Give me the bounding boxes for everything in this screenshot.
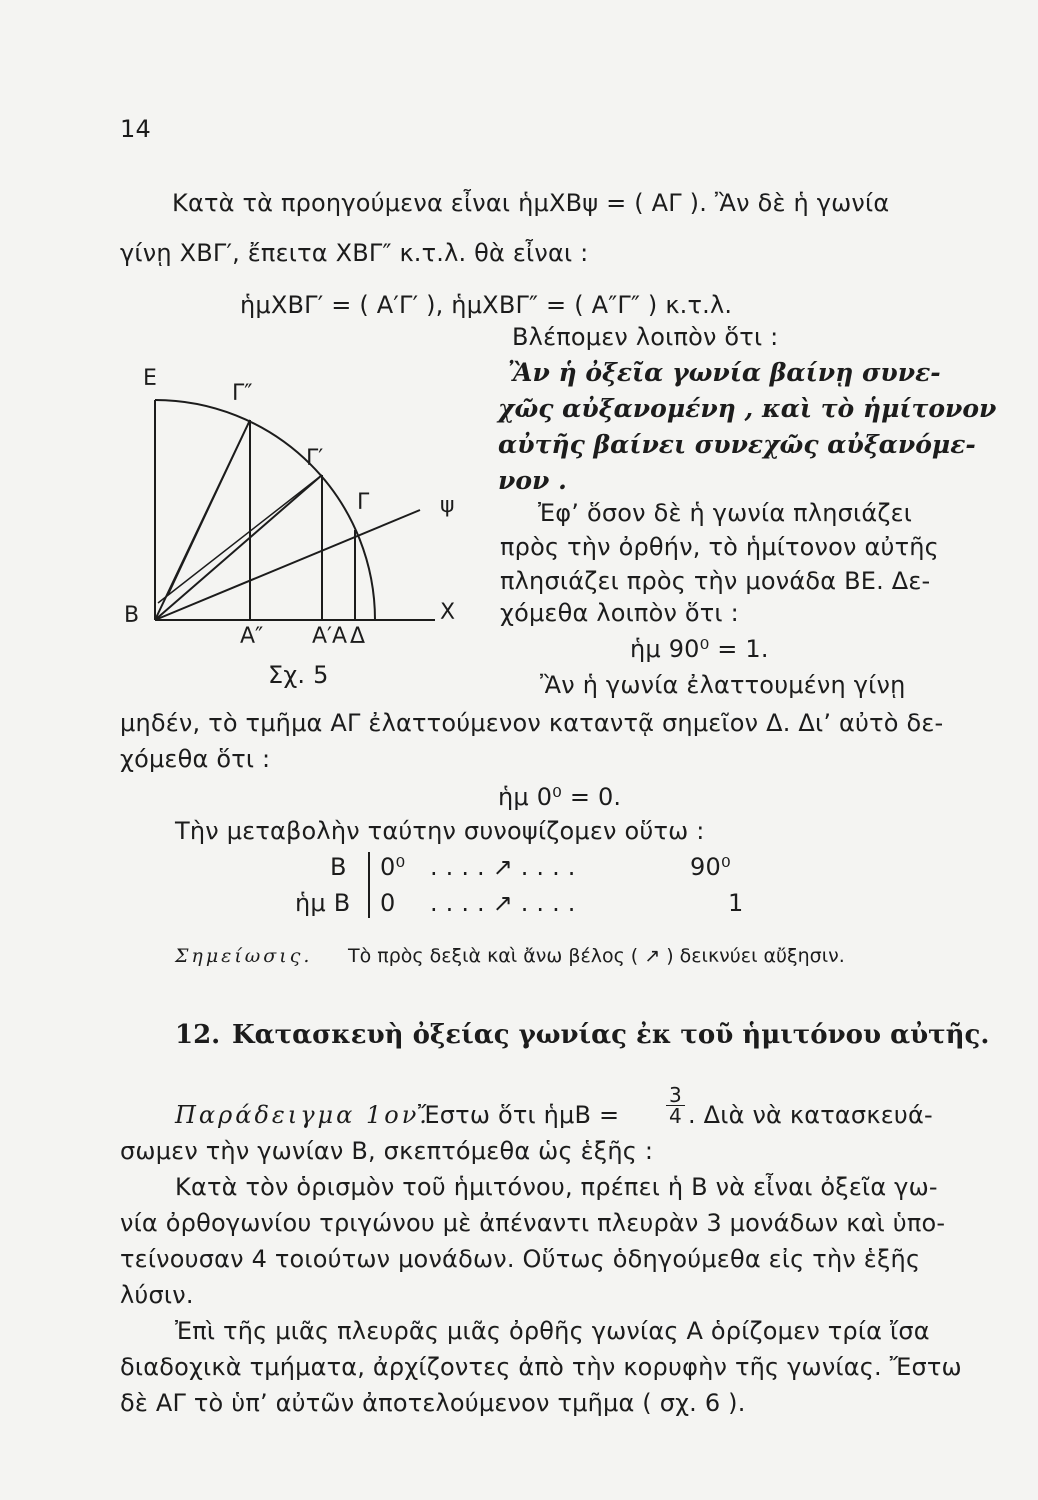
right-col-line3: πρὸς τὴν ὀρθήν, τὸ ἡμίτονον αὐτῆς [500, 533, 939, 561]
table-row2-start: 0 [380, 889, 396, 917]
theorem-line4: νον . [498, 466, 567, 495]
right-col-line6: Ἂν ἡ γωνία ἐλαττουμένη γίνῃ [540, 671, 906, 699]
theorem-line3: αὐτῆς βαίνει συνεχῶς αὐξανόμε- [498, 430, 976, 459]
label-D: Δ [350, 624, 366, 649]
right-col-line4: πλησιάζει πρὸς τὴν μονάδα ΒΕ. Δε- [500, 567, 931, 595]
fraction-denominator: 4 [669, 1104, 682, 1128]
fraction-3-4 [666, 1085, 685, 1126]
para1-line2: γίνῃ ΧΒΓ′, ἔπειτα ΧΒΓ″ κ.τ.λ. θὰ εἶναι : [120, 239, 589, 267]
page-number: 14 [120, 115, 151, 143]
para4-line3: δὲ ΑΓ τὸ ὑπ’ αὐτῶν ἀποτελούμενον τμῆμα ( σχ. 6 ). [120, 1389, 746, 1417]
para3-line3: τείνουσαν 4 τοιούτων μονάδων. Οὕτως ὁδηγούμεθα εἰς τὴν ἑξῆς [120, 1245, 921, 1273]
right-col-line5: χόμεθα λοιπὸν ὅτι : [500, 599, 739, 627]
para1-line1: Κατὰ τὰ προηγούμενα εἶναι ἡμΧΒψ = ( ΑΓ ). Ἂν δὲ ἡ γωνία [172, 189, 890, 217]
equation-2: ἡμ 90⁰ = 1. [630, 635, 769, 663]
section-title: Κατασκευὴ ὀξείας γωνίας ἐκ τοῦ ἡμιτόνου αὐτῆς. [232, 1020, 990, 1050]
equation-1: ἡμΧΒΓ′ = ( Α′Γ′ ), ἡμΧΒΓ″ = ( Α″Γ″ ) κ.τ.λ. [240, 291, 733, 319]
radius-g1 [155, 475, 322, 620]
example-text-a: Ἔστω ὅτι ἡμΒ = [418, 1101, 620, 1129]
note-title: Σημείωσις. [175, 945, 313, 967]
para4-line1: Ἐπὶ τῆς μιᾶς πλευρᾶς μιᾶς ὀρθῆς γωνίας Α ὁρίζομεν τρία ἴσα [175, 1317, 930, 1345]
example-text-b: . Διὰ νὰ κατασκευά- [688, 1101, 933, 1129]
label-A2: Α″ [240, 624, 264, 649]
figure-5 [110, 355, 490, 695]
table-row1-label: Β [330, 853, 347, 881]
para3-line2: νία ὀρθογωνίου τριγώνου μὲ ἀπέναντι πλευρὰν 3 μονάδων καὶ ὑπο- [120, 1209, 946, 1237]
table-row1-start: 0⁰ [380, 853, 406, 881]
example-line2: σωμεν τὴν γωνίαν Β, σκεπτόμεθα ὡς ἑξῆς : [120, 1137, 654, 1165]
para2-line1: μηδέν, τὸ τμῆμα ΑΓ ἐλαττούμενον καταντᾷ σημεῖον Δ. Δι’ αὐτὸ δε- [120, 709, 944, 737]
label-G1: Γ′ [306, 446, 324, 471]
theorem-line1: Ἂν ἡ ὀξεῖα γωνία βαίνῃ συνε- [508, 358, 941, 387]
para2-line2: χόμεθα ὅτι : [120, 745, 271, 773]
para3-line4: λύσιν. [120, 1281, 194, 1309]
label-psi: ψ [440, 493, 455, 518]
table-row1-end: 90⁰ [690, 853, 731, 881]
right-col-line2: Ἐφ’ ὅσον δὲ ἡ γωνία πλησιάζει [538, 499, 913, 527]
unit-arc [155, 400, 375, 620]
label-B: Β [124, 603, 140, 628]
equation-3: ἡμ 0⁰ = 0. [498, 783, 622, 811]
table-row2-end: 1 [728, 889, 744, 917]
right-col-line1: Βλέπομεν λοιπὸν ὅτι : [512, 323, 779, 351]
label-A1A: Α′Α [312, 624, 348, 649]
section-number: 12. [175, 1020, 221, 1050]
label-G: Γ [357, 490, 370, 515]
ray-psi [155, 510, 420, 620]
para3-line1: Κατὰ τὸν ὁρισμὸν τοῦ ἡμιτόνου, πρέπει ἡ Β νὰ εἶναι ὀξεῖα γω- [175, 1173, 938, 1201]
label-X: Χ [440, 600, 456, 625]
label-G2: Γ″ [232, 381, 253, 406]
figure-caption: Σχ. 5 [268, 661, 329, 689]
table-row2-dots: . . . . ↗ . . . . [430, 889, 576, 917]
summary-intro: Τὴν μεταβολὴν ταύτην συνοψίζομεν οὕτω : [175, 817, 705, 845]
chord-line [168, 420, 250, 595]
fraction-numerator: 3 [666, 1085, 685, 1106]
table-row2-label: ἡμ Β [295, 889, 351, 917]
label-E: Ε [143, 366, 157, 391]
example-label: Παράδειγμα 1ον. [175, 1101, 430, 1129]
theorem-line2: χῶς αὐξανομένη , καὶ τὸ ἡμίτονον [498, 394, 997, 423]
table-row1-dots: . . . . ↗ . . . . [430, 853, 576, 881]
table-divider [368, 852, 370, 918]
para4-line2: διαδοχικὰ τμήματα, ἀρχίζοντες ἀπὸ τὴν κορυφὴν τῆς γωνίας. Ἔστω [120, 1353, 962, 1381]
note-text: Τὸ πρὸς δεξιὰ καὶ ἄνω βέλος ( ↗ ) δεικνύει αὔξησιν. [348, 945, 845, 967]
